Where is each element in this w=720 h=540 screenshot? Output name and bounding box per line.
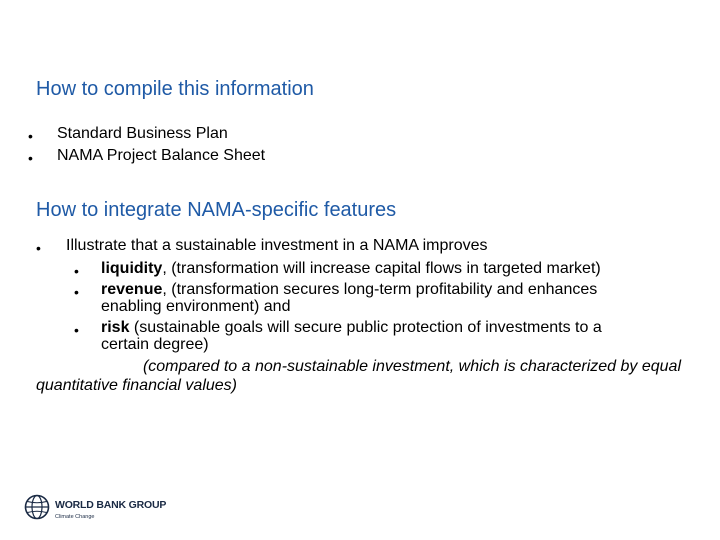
- section-heading-integrate: How to integrate NAMA-specific features: [36, 199, 397, 221]
- section-heading-compile: How to compile this information: [36, 78, 314, 100]
- item-liquidity-text: , (transformation will increase capital flows in targeted market): [162, 260, 601, 277]
- globe-icon: [24, 494, 50, 520]
- item-revenue: [101, 281, 597, 299]
- comparison-note-line1: (compared to a non-sustainable investment, which is characterized by equal: [142, 358, 681, 375]
- bullet-dot: •: [36, 240, 41, 256]
- bullet-business-plan: Standard Business Plan: [57, 125, 228, 142]
- term-revenue: revenue: [101, 281, 163, 298]
- item-risk-text: (sustainable goals will secure public protection of investments to a: [129, 319, 602, 336]
- item-revenue-cont: enabling environment) and: [101, 298, 291, 315]
- intro-text: Illustrate that a sustainable investment in a NAMA improves: [66, 237, 488, 254]
- item-risk: [101, 319, 602, 337]
- item-revenue-text: , (transformation secures long-term profitability and enhances: [162, 281, 598, 298]
- bullet-balance-sheet: NAMA Project Balance Sheet: [57, 147, 266, 164]
- bullet-dot: •: [28, 128, 33, 144]
- item-risk-cont: certain degree): [101, 336, 209, 353]
- world-bank-group-logo: [24, 492, 174, 526]
- term-risk: risk: [101, 319, 130, 336]
- item-liquidity: [101, 260, 601, 278]
- logo-subtitle: Climate Change: [55, 514, 95, 520]
- bullet-dot: •: [74, 322, 79, 338]
- comparison-note-line2: quantitative financial values): [36, 377, 238, 394]
- logo-wordmark: WORLD BANK GROUP: [55, 499, 167, 511]
- comparison-note: [36, 357, 681, 395]
- bullet-dot: •: [74, 284, 79, 300]
- bullet-dot: •: [74, 263, 79, 279]
- term-liquidity: liquidity: [101, 260, 163, 277]
- bullet-dot: •: [28, 150, 33, 166]
